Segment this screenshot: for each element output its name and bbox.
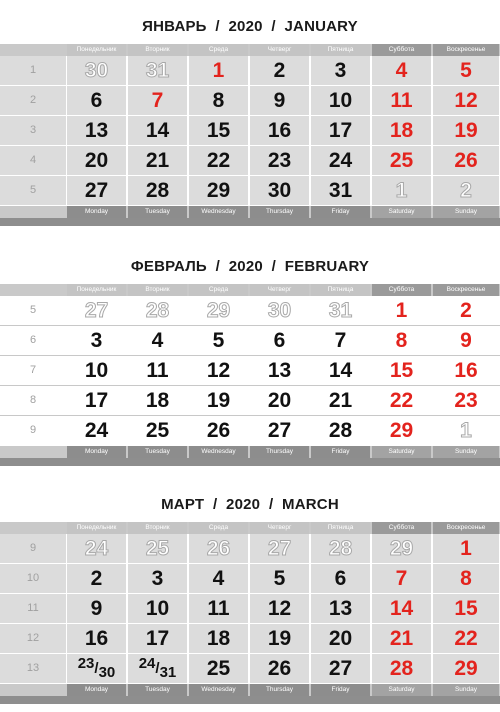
day-cell: 11 (189, 594, 248, 623)
day-cell: 3 (67, 326, 126, 355)
day-cell: 23 (433, 386, 499, 415)
week-number: 8 (0, 386, 66, 415)
day-header: Среда (189, 44, 248, 56)
day-cell: 7 (128, 86, 187, 115)
week-row (0, 564, 500, 594)
week-number: 5 (0, 176, 66, 205)
day-cell: 25 (128, 416, 187, 445)
day-cell: 20 (67, 146, 126, 175)
day-cell: 28 (128, 176, 187, 205)
day-header: Воскресенье (433, 522, 499, 534)
day-cell: 6 (311, 564, 370, 593)
month-february (0, 250, 500, 466)
month-title: ЯНВАРЬ / 2020 / JANUARY (142, 18, 358, 35)
day-cell: 14 (311, 356, 370, 385)
week-number: 2 (0, 86, 66, 115)
week-row (0, 326, 500, 356)
day-cell: 29 (189, 296, 248, 325)
bottom-strip (0, 458, 500, 466)
week-number-header (0, 522, 66, 534)
day-footer: Sunday (433, 206, 499, 218)
day-cell: 5 (250, 564, 309, 593)
day-header: Понедельник (67, 44, 126, 56)
week-row (0, 146, 500, 176)
day-footer: Monday (67, 684, 126, 696)
week-number-header (0, 44, 66, 56)
week-number: 9 (0, 416, 66, 445)
day-cell: 22 (372, 386, 431, 415)
day-cell: 1 (433, 534, 499, 563)
day-cell: 17 (128, 624, 187, 653)
day-header: Суббота (372, 522, 431, 534)
bottom-strip (0, 696, 500, 704)
day-cell: 12 (189, 356, 248, 385)
day-cell: 28 (311, 534, 370, 563)
day-cell: 16 (433, 356, 499, 385)
week-row (0, 356, 500, 386)
day-cell: 24 (67, 534, 126, 563)
bottom-strip (0, 218, 500, 226)
day-header: Четверг (250, 44, 309, 56)
day-header-band (0, 522, 500, 534)
day-cell: 20 (311, 624, 370, 653)
day-cell: 22 (189, 146, 248, 175)
day-header: Среда (189, 284, 248, 296)
day-cell: 18 (372, 116, 431, 145)
day-cell: 18 (128, 386, 187, 415)
day-cell: 1 (372, 296, 431, 325)
day-header: Воскресенье (433, 284, 499, 296)
week-number: 1 (0, 56, 66, 85)
week-rows (0, 296, 500, 446)
day-footer-band (0, 446, 500, 458)
week-number-header (0, 284, 66, 296)
day-cell: 17 (67, 386, 126, 415)
day-header: Суббота (372, 44, 431, 56)
day-cell: 10 (67, 356, 126, 385)
week-row (0, 534, 500, 564)
day-cell: 27 (250, 416, 309, 445)
day-cell: 3 (128, 564, 187, 593)
week-number: 11 (0, 594, 66, 623)
week-row (0, 86, 500, 116)
day-cell: 13 (67, 116, 126, 145)
day-cell: 27 (67, 176, 126, 205)
day-cell: 22 (433, 624, 499, 653)
day-cell: 2 (433, 296, 499, 325)
day-number-b: 30 (98, 664, 116, 681)
day-number-b: 31 (159, 664, 177, 681)
week-number: 6 (0, 326, 66, 355)
day-cell: 19 (433, 116, 499, 145)
day-cell: 17 (311, 116, 370, 145)
day-cell: 4 (372, 56, 431, 85)
week-number: 13 (0, 654, 66, 683)
day-header: Суббота (372, 284, 431, 296)
day-cell: 27 (250, 534, 309, 563)
day-cell: 16 (67, 624, 126, 653)
day-cell: 6 (250, 326, 309, 355)
day-cell: 19 (189, 386, 248, 415)
day-cell: 6 (67, 86, 126, 115)
day-cell: 2 (67, 564, 126, 593)
week-rows (0, 534, 500, 684)
month-march (0, 488, 500, 704)
day-cell: 12 (433, 86, 499, 115)
day-footer: Tuesday (128, 684, 187, 696)
day-cell: 13 (250, 356, 309, 385)
day-header: Пятница (311, 284, 370, 296)
day-cell: 9 (250, 86, 309, 115)
day-footer: Saturday (372, 684, 431, 696)
day-cell: 8 (189, 86, 248, 115)
day-cell: 11 (128, 356, 187, 385)
week-number: 5 (0, 296, 66, 325)
day-cell: 30 (250, 176, 309, 205)
day-cell (67, 654, 126, 683)
day-cell: 28 (311, 416, 370, 445)
day-cell: 21 (372, 624, 431, 653)
week-row (0, 56, 500, 86)
day-cell: 5 (433, 56, 499, 85)
day-header-band (0, 44, 500, 56)
day-cell: 26 (433, 146, 499, 175)
day-cell: 29 (372, 416, 431, 445)
day-footer: Thursday (250, 684, 309, 696)
day-cell: 30 (67, 56, 126, 85)
day-cell: 8 (372, 326, 431, 355)
day-header: Пятница (311, 522, 370, 534)
day-cell: 31 (311, 296, 370, 325)
day-footer: Thursday (250, 206, 309, 218)
day-footer: Monday (67, 206, 126, 218)
day-cell: 28 (128, 296, 187, 325)
month-january (0, 10, 500, 226)
month-title: ФЕВРАЛЬ / 2020 / FEBRUARY (130, 258, 370, 275)
day-cell: 11 (372, 86, 431, 115)
month-grid (0, 284, 500, 466)
day-cell: 15 (189, 116, 248, 145)
day-footer: Saturday (372, 446, 431, 458)
day-footer: Tuesday (128, 206, 187, 218)
day-cell: 9 (67, 594, 126, 623)
day-cell: 24 (67, 416, 126, 445)
week-row (0, 176, 500, 206)
day-header: Понедельник (67, 522, 126, 534)
day-footer: Wednesday (189, 206, 248, 218)
day-footer: Friday (311, 446, 370, 458)
day-cell: 25 (128, 534, 187, 563)
day-cell: 24 (311, 146, 370, 175)
day-cell: 14 (372, 594, 431, 623)
day-cell: 9 (433, 326, 499, 355)
day-number-a: 23 (77, 655, 95, 672)
day-cell: 25 (372, 146, 431, 175)
day-footer-band (0, 206, 500, 218)
day-footer: Wednesday (189, 446, 248, 458)
day-cell: 2 (250, 56, 309, 85)
day-cell: 1 (189, 56, 248, 85)
day-header: Четверг (250, 522, 309, 534)
day-cell: 2 (433, 176, 499, 205)
day-cell: 16 (250, 116, 309, 145)
week-row (0, 654, 500, 684)
day-cell: 26 (189, 534, 248, 563)
day-cell: 4 (189, 564, 248, 593)
day-footer: Sunday (433, 684, 499, 696)
day-cell: 26 (250, 654, 309, 683)
day-cell: 20 (250, 386, 309, 415)
day-footer: Wednesday (189, 684, 248, 696)
day-cell: 4 (128, 326, 187, 355)
day-header: Пятница (311, 44, 370, 56)
day-footer: Thursday (250, 446, 309, 458)
day-cell: 18 (189, 624, 248, 653)
day-cell: 3 (311, 56, 370, 85)
day-cell (128, 654, 187, 683)
day-cell: 15 (433, 594, 499, 623)
day-cell: 27 (67, 296, 126, 325)
day-cell: 29 (433, 654, 499, 683)
day-cell: 28 (372, 654, 431, 683)
day-cell: 7 (311, 326, 370, 355)
week-number: 3 (0, 116, 66, 145)
day-cell: 15 (372, 356, 431, 385)
week-row (0, 594, 500, 624)
week-row (0, 296, 500, 326)
day-cell: 8 (433, 564, 499, 593)
day-cell: 30 (250, 296, 309, 325)
day-cell: 12 (250, 594, 309, 623)
day-header: Четверг (250, 284, 309, 296)
day-header: Среда (189, 522, 248, 534)
day-cell: 13 (311, 594, 370, 623)
day-cell: 23 (250, 146, 309, 175)
week-row (0, 386, 500, 416)
week-rows (0, 56, 500, 206)
day-footer: Saturday (372, 206, 431, 218)
week-row (0, 116, 500, 146)
week-number: 4 (0, 146, 66, 175)
day-cell: 29 (189, 176, 248, 205)
day-footer: Monday (67, 446, 126, 458)
month-grid (0, 44, 500, 226)
week-number: 12 (0, 624, 66, 653)
day-cell: 25 (189, 654, 248, 683)
day-cell: 10 (311, 86, 370, 115)
day-header: Воскресенье (433, 44, 499, 56)
day-header: Вторник (128, 44, 187, 56)
week-number: 10 (0, 564, 66, 593)
day-cell: 31 (128, 56, 187, 85)
day-cell: 26 (189, 416, 248, 445)
day-cell: 21 (128, 146, 187, 175)
day-slash: / (94, 660, 99, 677)
day-header: Понедельник (67, 284, 126, 296)
day-header: Вторник (128, 284, 187, 296)
day-cell: 19 (250, 624, 309, 653)
day-footer-band (0, 684, 500, 696)
day-footer: Tuesday (128, 446, 187, 458)
week-number: 9 (0, 534, 66, 563)
day-footer: Sunday (433, 446, 499, 458)
week-row (0, 416, 500, 446)
day-cell: 29 (372, 534, 431, 563)
day-cell: 5 (189, 326, 248, 355)
day-footer: Friday (311, 684, 370, 696)
day-cell: 14 (128, 116, 187, 145)
month-grid (0, 522, 500, 704)
day-cell: 31 (311, 176, 370, 205)
week-row (0, 624, 500, 654)
week-number: 7 (0, 356, 66, 385)
day-cell: 7 (372, 564, 431, 593)
day-header-band (0, 284, 500, 296)
day-cell: 21 (311, 386, 370, 415)
month-title: МАРТ / 2020 / MARCH (161, 496, 339, 513)
day-cell: 27 (311, 654, 370, 683)
day-cell: 1 (433, 416, 499, 445)
day-cell: 10 (128, 594, 187, 623)
day-cell: 1 (372, 176, 431, 205)
day-slash: / (155, 660, 160, 677)
day-footer: Friday (311, 206, 370, 218)
day-header: Вторник (128, 522, 187, 534)
day-number-a: 24 (138, 655, 156, 672)
